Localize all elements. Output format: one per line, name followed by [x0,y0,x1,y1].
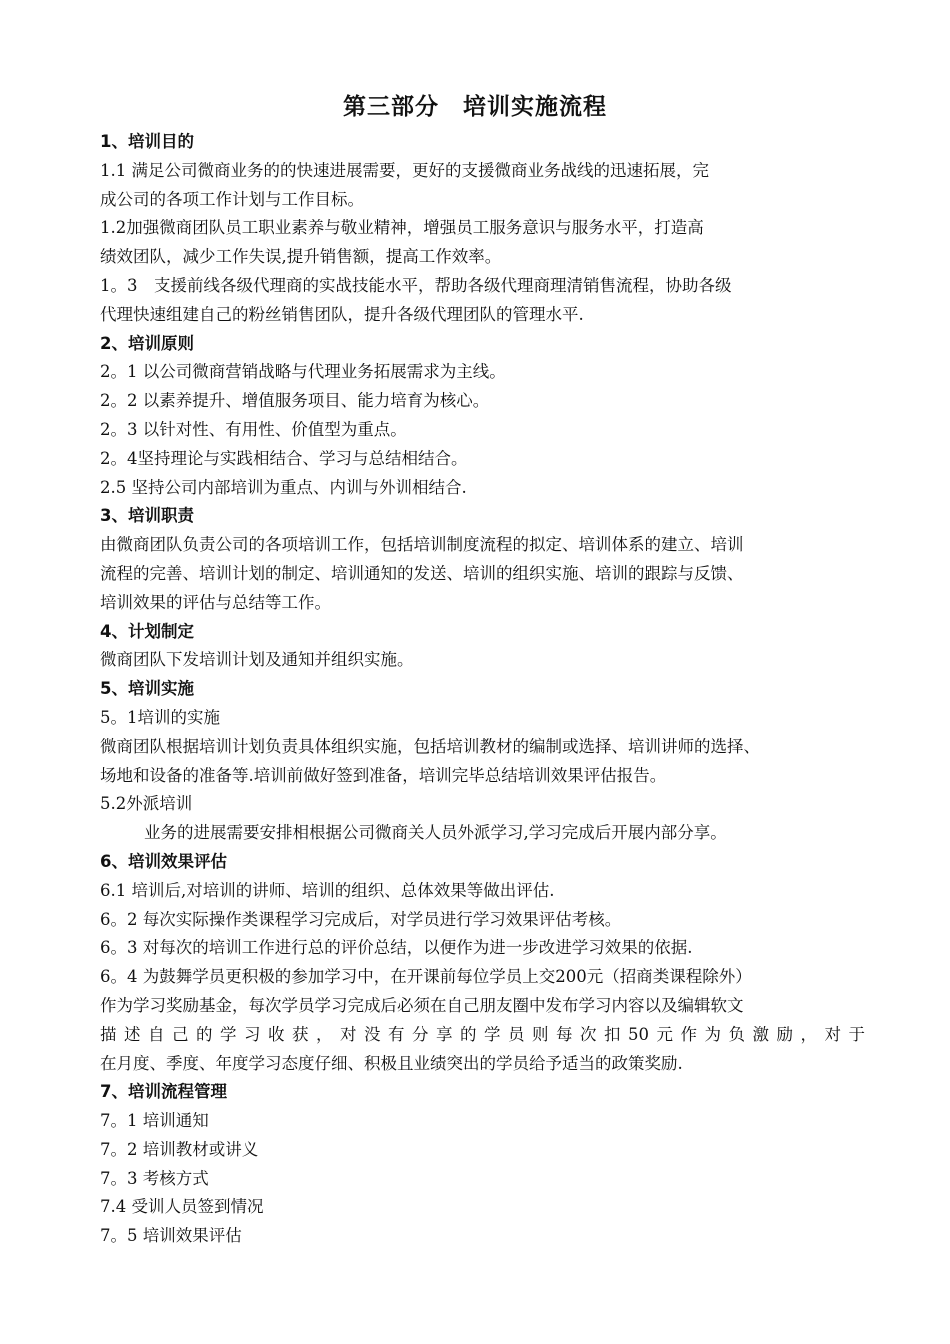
paragraph-line: 5。1培训的实施 [100,707,220,727]
paragraph-line: 1。3 支援前线各级代理商的实战技能水平，帮助各级代理商理清销售流程，协助各级 [100,275,732,295]
paragraph-line: 6。3 对每次的培训工作进行总的评价总结，以便作为进一步改进学习效果的依据. [100,938,693,958]
section-heading: 2、培训原则 [100,333,194,353]
paragraph-line: 5.2外派培训 [100,794,193,814]
paragraph-line: 7。3 考核方式 [100,1168,209,1188]
section-heading: 7、培训流程管理 [100,1082,227,1102]
paragraph-line: 2.5 坚持公司内部培训为重点、内训与外训相结合. [100,477,467,497]
paragraph-line: 代理快速组建自己的粉丝销售团队，提升各级代理团队的管理水平. [100,304,584,324]
paragraph-line: 7.4 受训人员签到情况 [100,1197,264,1217]
paragraph-line: 1.2加强微商团队员工职业素养与敬业精神，增强员工服务意识与服务水平，打造高 [100,218,704,238]
paragraph-line: 6。4 为鼓舞学员更积极的参加学习中，在开课前每位学员上交200元（招商类课程除外） [100,967,752,987]
document-body [100,128,865,1251]
paragraph-line: 2。2 以素养提升、增值服务项目、能力培育为核心。 [100,391,490,411]
paragraph-line: 7。1 培训通知 [100,1111,209,1131]
paragraph-line: 培训效果的评估与总结等工作。 [100,592,331,612]
paragraph-line: 6。2 每次实际操作类课程学习完成后，对学员进行学习效果评估考核。 [100,909,622,929]
section-heading: 5、培训实施 [100,679,194,699]
paragraph-line: 描述自己的学习收获，对没有分享的学员则每次扣50元作为负激励，对于 [100,1024,865,1044]
section-heading: 3、培训职责 [100,506,194,526]
paragraph-line: 2。1 以公司微商营销战略与代理业务拓展需求为主线。 [100,362,506,382]
paragraph-line: 1.1 满足公司微商业务的的快速进展需要，更好的支援微商业务战线的迅速拓展，完 [100,160,709,180]
paragraph-line: 在月度、季度、年度学习态度仔细、积极且业绩突出的学员给予适当的政策奖励. [100,1053,683,1073]
paragraph-line: 场地和设备的准备等.培训前做好签到准备，培训完毕总结培训效果评估报告。 [100,765,667,785]
paragraph-line: 7。5 培训效果评估 [100,1226,242,1246]
paragraph-line: 2。4坚持理论与实践相结合、学习与总结相结合。 [100,448,468,468]
section-heading: 4、计划制定 [100,621,194,641]
document-title: 第三部分 培训实施流程 [343,94,607,120]
paragraph-line: 作为学习奖励基金，每次学员学习完成后必须在自己朋友圈中发布学习内容以及编辑软文 [100,995,744,1015]
paragraph-line: 由微商团队负责公司的各项培训工作，包括培训制度流程的拟定、培训体系的建立、培训 [100,535,744,555]
paragraph-line: 微商团队根据培训计划负责具体组织实施，包括培训教材的编制或选择、培训讲师的选择、 [100,736,760,756]
paragraph-line: 2。3 以针对性、有用性、价值型为重点。 [100,419,407,439]
section-heading: 1、培训目的 [100,132,194,151]
paragraph-line: 6.1 培训后,对培训的讲师、培训的组织、总体效果等做出评估. [100,880,555,900]
paragraph-line: 业务的进展需要安排相根据公司微商关人员外派学习,学习完成后开展内部分享。 [144,823,727,843]
paragraph-line: 绩效团队，减少工作失误,提升销售额，提高工作效率。 [100,247,502,267]
paragraph-line: 微商团队下发培训计划及通知并组织实施。 [100,650,414,670]
paragraph-line: 流程的完善、培训计划的制定、培训通知的发送、培训的组织实施、培训的跟踪与反馈、 [100,563,744,583]
paragraph-line: 成公司的各项工作计划与工作目标。 [100,189,364,209]
paragraph-line: 7。2 培训教材或讲义 [100,1139,259,1159]
section-heading: 6、培训效果评估 [100,851,227,871]
